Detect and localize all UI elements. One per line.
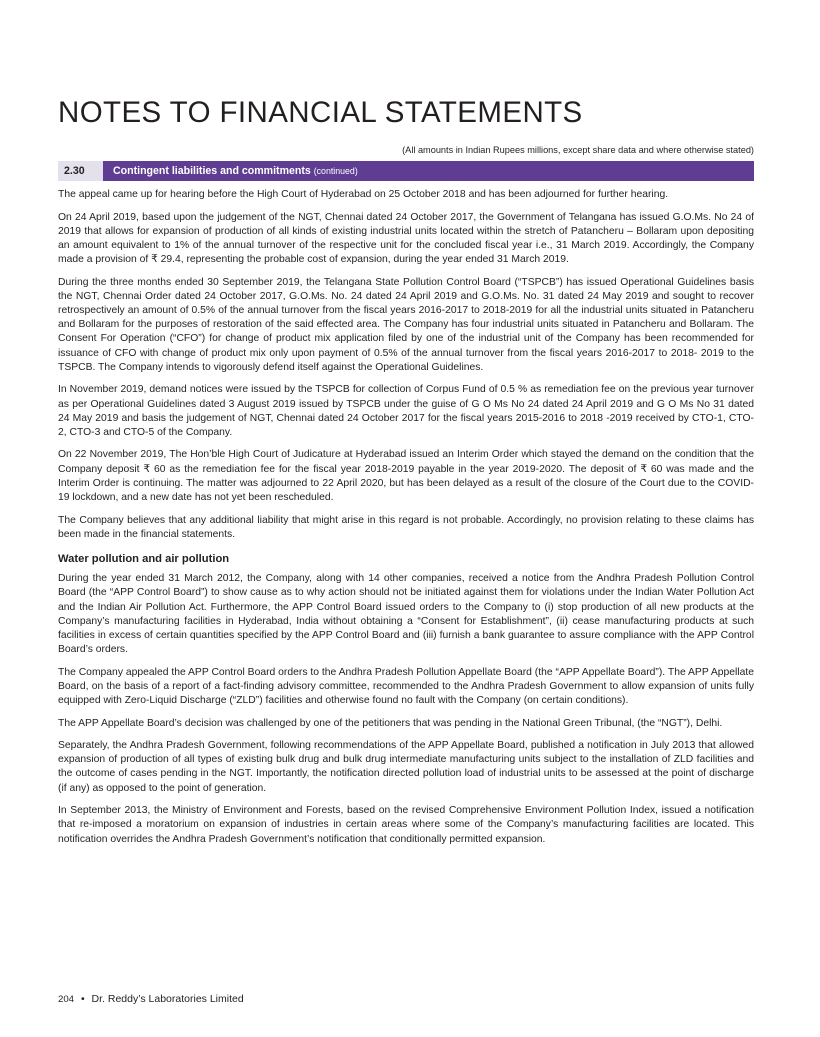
section-title-text: Contingent liabilities and commitments xyxy=(113,165,311,177)
company-name: Dr. Reddy’s Laboratories Limited xyxy=(91,993,244,1005)
paragraph: In September 2013, the Ministry of Environment and Forests, based on the revised Comprehensive Environment Pollution Index, issued a notification that re-imposed a moratorium on expansion of industries in certain areas where some of the Company’s manufacturing facilities are located. This notification overrides the Andhra Pradesh Government’s notification that conditionally permitted expansion. xyxy=(58,805,754,845)
paragraph: On 22 November 2019, The Hon’ble High Court of Judicature at Hyderabad issued an Interim Order which stayed the demand on the condition that the Company deposit ₹ 60 as the remediation fee for the fiscal year 2018-2019 payable in the year 2019-2020. The deposit of ₹ 60 was made and the Interim Order is continuing. The matter was adjourned to 22 April 2020, but has been delayed as a result of the closure of the Court due to the COVID-19 lockdown, and a new date has not yet been rescheduled. xyxy=(58,449,754,504)
paragraph: The APP Appellate Board’s decision was challenged by one of the petitioners that was pending in the National Green Tribunal, (the “NGT”), Delhi. xyxy=(58,717,723,729)
document-body xyxy=(58,188,754,855)
paragraph: On 24 April 2019, based upon the judgement of the NGT, Chennai dated 24 October 2017, the Government of Telangana has issued G.O.Ms. No 24 of 2019 that allows for expansion of production of all kinds of existing industrial units located within the stretch of Patancheru – Bollaram upon depositing an amount equivalent to 1% of the annual turnover of the respective unit for the concluded fiscal year i.e., 31 March 2019. Accordingly, the Company made a provision of ₹ 29.4, representing the probable cost of expansion, during the year ended 31 March 2019. xyxy=(58,211,754,266)
subheading-water-air-pollution: Water pollution and air pollution xyxy=(58,552,230,565)
paragraph: The Company believes that any additional liability that might arise in this regard is not probable. Accordingly, no provision relating to these claims has been made in the financial statements. xyxy=(58,514,754,540)
paragraph: In November 2019, demand notices were issued by the TSPCB for collection of Corpus Fund of 0.5 % as remediation fee on the previous year turnover as per Operational Guidelines dated 3 August 2019 issued by TSPCB under the guise of G O Ms No 24 dated 24 April 2019 and G O Ms No 31 dated 24 May 2019 and basis the judgement of NGT, Chennai dated 24 October 2017 for the fiscal years 2015-2016 to 2018 -2019 received by CTO-1, CTO-2, CTO-3 and CTO-5 of the Company. xyxy=(58,384,754,438)
paragraph: The Company appealed the APP Control Board orders to the Andhra Pradesh Pollution Appellate Board (the “APP Appellate Board”). The APP Appellate Board, on the basis of a report of a fact-finding advisory committee, recommended to the Andhra Pradesh Government to allow expansion of units fully equipped with Zero-Liquid Discharge (“ZLD”) facilities and otherwise found no fault with the Company (on certain conditions). xyxy=(58,666,754,707)
footer-separator: • xyxy=(80,993,85,1005)
paragraph: During the three months ended 30 September 2019, the Telangana State Pollution Control Board (“TSPCB”) has issued Operational Guidelines basis the NGT, Chennai Order dated 24 October 2017, G.O.Ms. No. 24 dated 24 April 2019 and G.O.Ms. No. 31 dated 24 May 2019 and sought to recover retrospectively an amount of 0.5% of the annual turnover from the fiscal years 2016-2017 to 2018-2019 for all the industrial units situated in Patancheru and Bollaram for the purposes of restoration of the said effected area. The Company has four industrial units situated in Patancheru and Bollaram. The Consent For Operation (“CFO”) for change of product mix application filed by one of the industrial unit of the Company has been recommended for issuance of CFO with change of product mix only upon payment of 0.5% of the annual turnover from the fiscal years 2016-2017 to 2018- 2019 to the TSPCB. The Company intends to vigorously defend itself against the Operational Guidelines. xyxy=(58,276,754,373)
amounts-note: (All amounts in Indian Rupees millions, except share data and where otherwise stated) xyxy=(402,145,754,155)
paragraph: During the year ended 31 March 2012, the Company, along with 14 other companies, received a notice from the Andhra Pradesh Pollution Control Board (the “APP Control Board”) to show cause as to why action should not be initiated against them for violations under the Indian Water Pollution Act and the Indian Air Pollution Act. Furthermore, the APP Control Board issued orders to the Company to (i) stop production of all new products at the Company’s manufacturing facilities in Hyderabad, India without obtaining a “Consent for Establishment”, (ii) cease manufacturing products at such facilities in excess of certain quantities specified by the APP Control Board and (iii) furnish a bank guarantee to assure compliance with the APP Control Board’s orders. xyxy=(58,573,754,656)
paragraph: The appeal came up for hearing before the High Court of Hyderabad on 25 October 2018 and has been adjourned for further hearing. xyxy=(58,189,669,200)
section-title xyxy=(113,161,358,181)
page-footer xyxy=(58,993,244,1005)
section-number: 2.30 xyxy=(58,161,103,181)
paragraph: Separately, the Andhra Pradesh Government, following recommendations of the APP Appellate Board, published a notification in July 2013 that allowed expansion of production of all types of existing bulk drug and bulk drug intermediate manufacturing units subject to the installation of ZLD facilities and the outcome of cases pending in the NGT. Importantly, the notification directed pollution load of industrial units to be assessed at the point of discharge (if any) as opposed to the point of generation. xyxy=(58,740,754,794)
page-title: NOTES TO FINANCIAL STATEMENTS xyxy=(58,95,583,129)
section-header-bar xyxy=(58,161,754,181)
page-number: 204 xyxy=(58,994,75,1005)
section-continued-label: (continued) xyxy=(313,166,358,176)
